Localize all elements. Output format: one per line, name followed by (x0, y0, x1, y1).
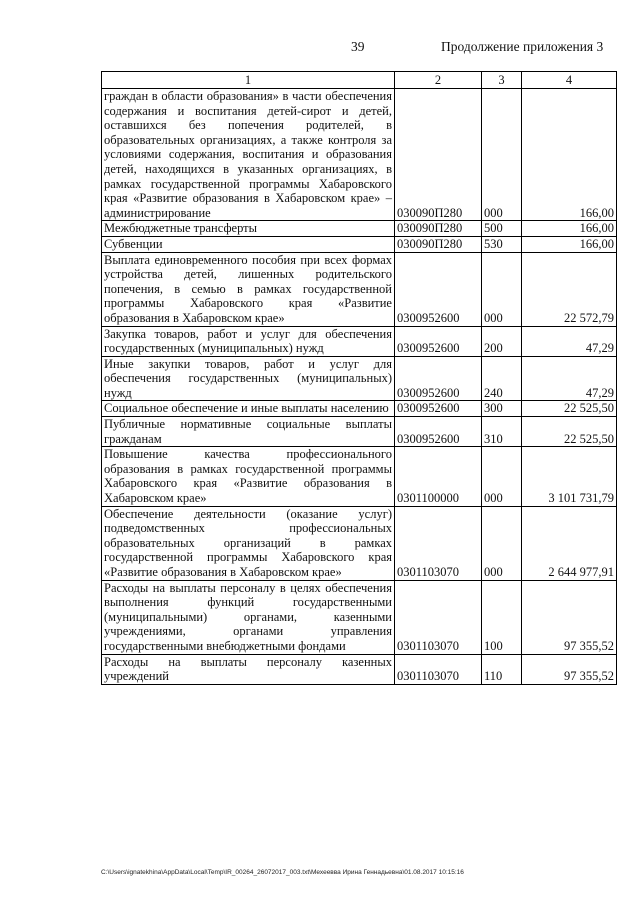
table-row (102, 252, 617, 326)
row-code: 0301103070 (395, 506, 482, 580)
row-name: Расходы на выплаты персоналу в целях обеспечения выполнения функций государственными (муниципальными) органами, казенными учреждениями, органами управления государственными внебюджетными фондами (102, 580, 395, 654)
row-code: 0301103070 (395, 654, 482, 684)
row-expense-type: 000 (482, 506, 522, 580)
row-sum: 166,00 (522, 89, 617, 221)
table-row (102, 506, 617, 580)
table-row (102, 654, 617, 684)
row-expense-type: 300 (482, 401, 522, 417)
row-code: 0301103070 (395, 580, 482, 654)
row-sum: 22 525,50 (522, 401, 617, 417)
row-sum: 3 101 731,79 (522, 447, 617, 506)
row-sum: 97 355,52 (522, 654, 617, 684)
row-name: Социальное обеспечение и иные выплаты населению (102, 401, 395, 417)
table-row (102, 401, 617, 417)
row-expense-type: 110 (482, 654, 522, 684)
table-row (102, 417, 617, 447)
row-expense-type: 000 (482, 252, 522, 326)
file-path-footer: C:\Users\ignatekhina\AppData\Local\Temp\IR_00264_26072017_003.txt\Мехеевва Ирина Геннадьевна\01.08.2017 10:15:16 (101, 869, 464, 876)
column-header-2: 2 (395, 72, 482, 89)
row-name: Обеспечение деятельности (оказание услуг) подведомственных профессиональных образовательных организаций в рамках государственной программы Хабаровского края «Развитие образования в Хабаровском крае» (102, 506, 395, 580)
row-name: Иные закупки товаров, работ и услуг для обеспечения государственных (муниципальных) нужд (102, 356, 395, 401)
table-row (102, 221, 617, 237)
row-code: 0300952600 (395, 417, 482, 447)
table-header-row (102, 72, 617, 89)
row-sum: 22 525,50 (522, 417, 617, 447)
row-sum: 47,29 (522, 326, 617, 356)
row-code: 0300952600 (395, 356, 482, 401)
table-row (102, 356, 617, 401)
row-name: Расходы на выплаты персоналу казенных учреждений (102, 654, 395, 684)
row-sum: 166,00 (522, 236, 617, 252)
row-expense-type: 530 (482, 236, 522, 252)
row-sum: 2 644 977,91 (522, 506, 617, 580)
row-name: Межбюджетные трансферты (102, 221, 395, 237)
row-expense-type: 000 (482, 447, 522, 506)
row-expense-type: 100 (482, 580, 522, 654)
table-row (102, 447, 617, 506)
page-number: 39 (351, 39, 365, 54)
row-name: Повышение качества профессионального образования в рамках государственной программы Хабаровского края «Развитие образования в Хабаровском крае» (102, 447, 395, 506)
row-expense-type: 000 (482, 89, 522, 221)
row-name: Выплата единовременного пособия при всех формах устройства детей, лишенных родительского попечения, в семью в рамках государственной программы Хабаровского края «Развитие образования в Хабаровском крае» (102, 252, 395, 326)
row-sum: 47,29 (522, 356, 617, 401)
row-sum: 97 355,52 (522, 580, 617, 654)
row-name: Публичные нормативные социальные выплаты гражданам (102, 417, 395, 447)
row-code: 0300952600 (395, 401, 482, 417)
row-name: Закупка товаров, работ и услуг для обеспечения государственных (муниципальных) нужд (102, 326, 395, 356)
row-code: 0300952600 (395, 252, 482, 326)
row-sum: 166,00 (522, 221, 617, 237)
row-name: граждан в области образования» в части обеспечения содержания и воспитания детей-сирот и детей, оставшихся без попечения родителей, в образовательных организациях, а также контроля за условиями содержания, воспитания и образования детей, находящихся в указанных организациях, в рамках государственной программы Хабаровского края «Развитие образования в Хабаровском крае» – администрирование (102, 89, 395, 221)
row-expense-type: 240 (482, 356, 522, 401)
column-header-1: 1 (102, 72, 395, 89)
appendix-continuation-label: Продолжение приложения 3 (441, 39, 604, 54)
table-row (102, 236, 617, 252)
table-row (102, 326, 617, 356)
row-expense-type: 310 (482, 417, 522, 447)
budget-table (101, 71, 617, 685)
row-code: 0300952600 (395, 326, 482, 356)
row-sum: 22 572,79 (522, 252, 617, 326)
row-code: 030090П280 (395, 221, 482, 237)
table-row (102, 89, 617, 221)
column-header-4: 4 (522, 72, 617, 89)
row-code: 030090П280 (395, 89, 482, 221)
row-expense-type: 200 (482, 326, 522, 356)
table-row (102, 580, 617, 654)
row-code: 0301100000 (395, 447, 482, 506)
column-header-3: 3 (482, 72, 522, 89)
row-name: Субвенции (102, 236, 395, 252)
row-expense-type: 500 (482, 221, 522, 237)
row-code: 030090П280 (395, 236, 482, 252)
